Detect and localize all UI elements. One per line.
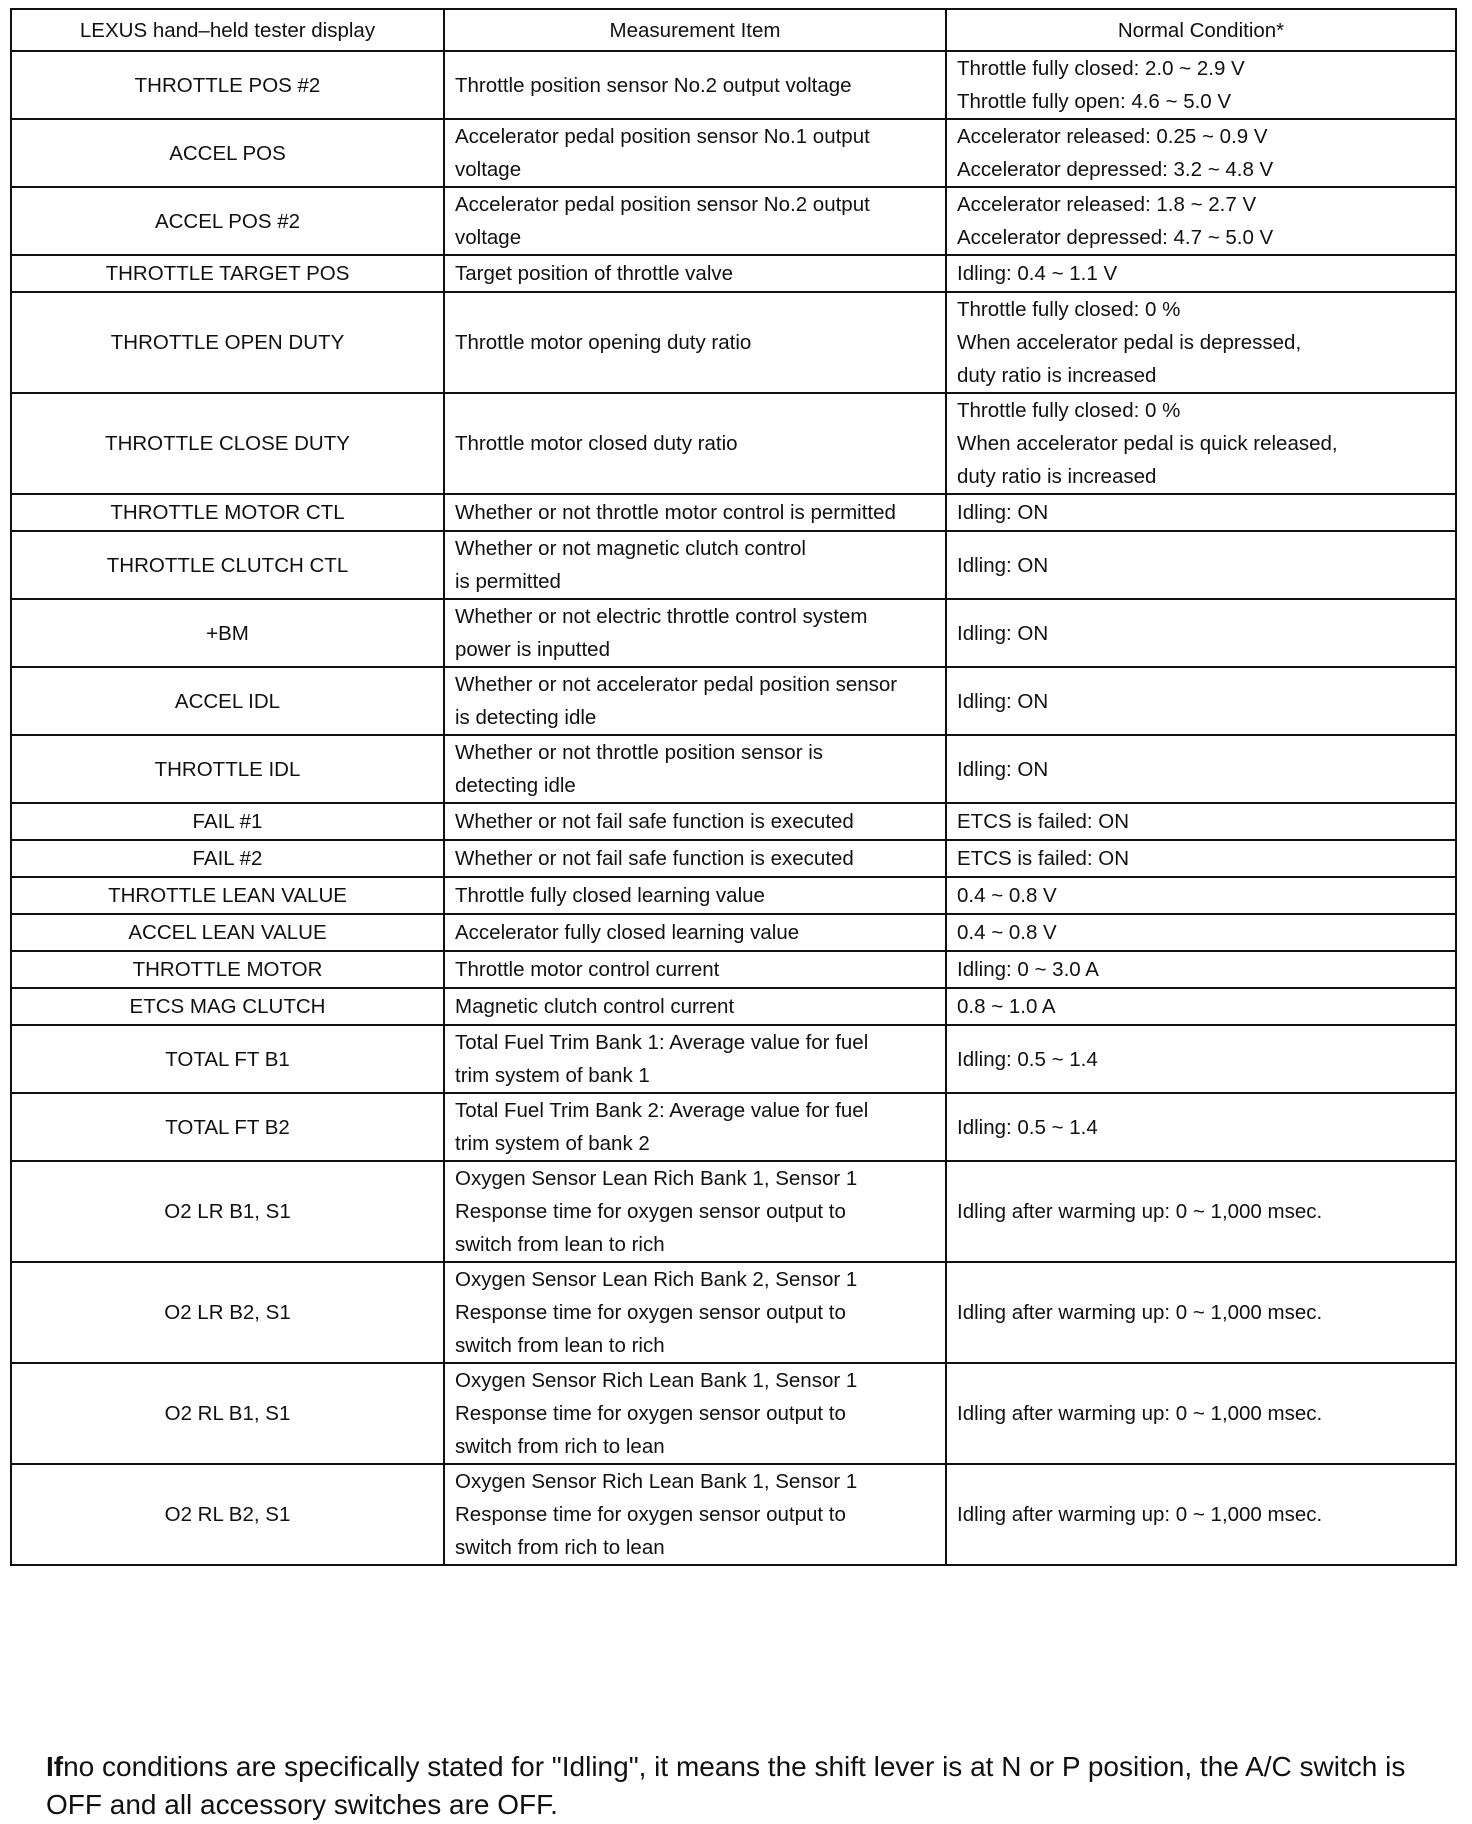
cell-measurement-item (444, 599, 946, 667)
normal-condition-line: ETCS is failed: ON (957, 810, 1130, 833)
cell-tester-display: FAIL #1 (11, 803, 444, 840)
measurement-item-line: Target position of throttle valve (455, 262, 734, 285)
cell-tester-display: THROTTLE CLOSE DUTY (11, 393, 444, 494)
footnote-lead: If (46, 1751, 64, 1782)
cell-tester-display: O2 RL B2, S1 (11, 1464, 444, 1565)
cell-normal-condition (946, 119, 1456, 187)
cell-tester-display: +BM (11, 599, 444, 667)
normal-condition-line: When accelerator pedal is quick released, (957, 432, 1338, 455)
cell-normal-condition (946, 1093, 1456, 1161)
cell-normal-condition (946, 531, 1456, 599)
measurement-item-line: Whether or not accelerator pedal position sensor (455, 673, 898, 696)
cell-measurement-item (444, 187, 946, 255)
cell-tester-display: THROTTLE POS #2 (11, 51, 444, 119)
normal-condition-line: Idling after warming up: 0 ~ 1,000 msec. (957, 1301, 1323, 1324)
table-row (11, 51, 1456, 119)
normal-condition-line: Idling after warming up: 0 ~ 1,000 msec. (957, 1503, 1323, 1526)
measurement-item-line: voltage (455, 158, 522, 181)
measurement-item-line: Throttle motor opening duty ratio (455, 331, 752, 354)
cell-tester-display: THROTTLE CLUTCH CTL (11, 531, 444, 599)
header-measurement-item: Measurement Item (444, 9, 946, 51)
measurement-item-line: Response time for oxygen sensor output to (455, 1200, 846, 1223)
cell-tester-display: THROTTLE MOTOR (11, 951, 444, 988)
data-list-table (10, 8, 1457, 1566)
measurement-item-line: Whether or not fail safe function is executed (455, 847, 854, 870)
measurement-item-line: Magnetic clutch control current (455, 995, 735, 1018)
normal-condition-line: Throttle fully closed: 2.0 ~ 2.9 V (957, 57, 1245, 80)
footnote-text: no conditions are specifically stated for "Idling", it means the shift lever is at N or P position, the A/C switch is OFF and all accessory switches are OFF. (46, 1751, 1406, 1820)
cell-measurement-item (444, 1262, 946, 1363)
cell-measurement-item (444, 840, 946, 877)
measurement-item-line: detecting idle (455, 774, 576, 797)
measurement-item-line: Throttle position sensor No.2 output voltage (455, 73, 852, 97)
cell-measurement-item (444, 1093, 946, 1161)
measurement-item-line: Whether or not fail safe function is executed (455, 810, 854, 833)
normal-condition-line: Accelerator released: 0.25 ~ 0.9 V (957, 125, 1268, 148)
table-row (11, 840, 1456, 877)
table-row (11, 735, 1456, 803)
measurement-item-line: Response time for oxygen sensor output to (455, 1503, 846, 1526)
measurement-item-line: Response time for oxygen sensor output to (455, 1402, 846, 1425)
normal-condition-line: Idling: 0.4 ~ 1.1 V (957, 262, 1118, 285)
table-row (11, 1363, 1456, 1464)
normal-condition-line: duty ratio is increased (957, 465, 1157, 488)
table-row (11, 1262, 1456, 1363)
cell-tester-display: ACCEL POS (11, 119, 444, 187)
normal-condition-line: 0.4 ~ 0.8 V (957, 921, 1057, 944)
normal-condition-line: Idling: ON (957, 553, 1049, 577)
normal-condition-line: Throttle fully open: 4.6 ~ 5.0 V (957, 90, 1232, 113)
measurement-item-line: voltage (455, 226, 522, 249)
measurement-item-line: Throttle motor closed duty ratio (455, 432, 738, 455)
normal-condition-line: Idling after warming up: 0 ~ 1,000 msec. (957, 1402, 1323, 1425)
cell-measurement-item (444, 914, 946, 951)
cell-measurement-item (444, 667, 946, 735)
cell-tester-display: O2 LR B1, S1 (11, 1161, 444, 1262)
cell-tester-display: ACCEL LEAN VALUE (11, 914, 444, 951)
normal-condition-line: Idling: 0 ~ 3.0 A (957, 958, 1099, 981)
cell-tester-display: TOTAL FT B1 (11, 1025, 444, 1093)
cell-normal-condition (946, 877, 1456, 914)
cell-normal-condition (946, 494, 1456, 531)
measurement-item-line: Accelerator fully closed learning value (455, 921, 800, 944)
cell-normal-condition (946, 951, 1456, 988)
cell-measurement-item (444, 1363, 946, 1464)
measurement-item-line: Accelerator pedal position sensor No.1 output (455, 125, 870, 148)
normal-condition-line: Idling after warming up: 0 ~ 1,000 msec. (957, 1200, 1323, 1223)
normal-condition-line: Accelerator released: 1.8 ~ 2.7 V (957, 193, 1257, 216)
table-row (11, 1161, 1456, 1262)
normal-condition-line: Idling: ON (957, 757, 1049, 781)
measurement-item-line: Oxygen Sensor Rich Lean Bank 1, Sensor 1 (455, 1369, 858, 1392)
cell-measurement-item (444, 1161, 946, 1262)
cell-tester-display: THROTTLE TARGET POS (11, 255, 444, 292)
measurement-item-line: power is inputted (455, 638, 610, 661)
table-header-row (11, 9, 1456, 51)
cell-tester-display: THROTTLE IDL (11, 735, 444, 803)
measurement-item-line: trim system of bank 1 (455, 1064, 650, 1087)
cell-measurement-item (444, 292, 946, 393)
normal-condition-line: Idling: 0.5 ~ 1.4 (957, 1047, 1098, 1071)
measurement-item-line: is permitted (455, 570, 561, 593)
cell-normal-condition (946, 1363, 1456, 1464)
table-row (11, 393, 1456, 494)
cell-normal-condition (946, 735, 1456, 803)
measurement-item-line: Response time for oxygen sensor output to (455, 1301, 846, 1324)
measurement-item-line: Whether or not magnetic clutch control (455, 537, 806, 560)
cell-measurement-item (444, 51, 946, 119)
cell-normal-condition (946, 292, 1456, 393)
table-row (11, 187, 1456, 255)
cell-measurement-item (444, 1025, 946, 1093)
cell-tester-display: O2 LR B2, S1 (11, 1262, 444, 1363)
measurement-item-line: switch from lean to rich (455, 1233, 665, 1256)
cell-measurement-item (444, 531, 946, 599)
normal-condition-line: 0.4 ~ 0.8 V (957, 884, 1057, 907)
normal-condition-line: Idling: 0.5 ~ 1.4 (957, 1115, 1098, 1139)
normal-condition-line: When accelerator pedal is depressed, (957, 331, 1302, 354)
normal-condition-line: ETCS is failed: ON (957, 847, 1130, 870)
cell-normal-condition (946, 1161, 1456, 1262)
measurement-item-line: Throttle motor control current (455, 958, 720, 981)
cell-tester-display: ETCS MAG CLUTCH (11, 988, 444, 1025)
normal-condition-line: Idling: ON (957, 501, 1049, 524)
table-row (11, 877, 1456, 914)
measurement-item-line: trim system of bank 2 (455, 1132, 650, 1155)
cell-normal-condition (946, 255, 1456, 292)
cell-tester-display: THROTTLE OPEN DUTY (11, 292, 444, 393)
cell-normal-condition (946, 914, 1456, 951)
cell-normal-condition (946, 840, 1456, 877)
table-row (11, 599, 1456, 667)
footnote (46, 1748, 1462, 1824)
cell-normal-condition (946, 1262, 1456, 1363)
measurement-item-line: Accelerator pedal position sensor No.2 output (455, 193, 870, 216)
cell-measurement-item (444, 951, 946, 988)
cell-normal-condition (946, 667, 1456, 735)
cell-normal-condition (946, 187, 1456, 255)
cell-tester-display: ACCEL IDL (11, 667, 444, 735)
measurement-item-line: switch from rich to lean (455, 1435, 665, 1458)
normal-condition-line: Accelerator depressed: 4.7 ~ 5.0 V (957, 226, 1274, 249)
cell-tester-display: O2 RL B1, S1 (11, 1363, 444, 1464)
cell-measurement-item (444, 877, 946, 914)
measurement-item-line: Oxygen Sensor Rich Lean Bank 1, Sensor 1 (455, 1470, 858, 1493)
cell-measurement-item (444, 255, 946, 292)
header-tester-display: LEXUS hand–held tester display (11, 9, 444, 51)
cell-normal-condition (946, 393, 1456, 494)
measurement-item-line: Whether or not throttle motor control is permitted (455, 501, 896, 524)
normal-condition-line: Throttle fully closed: 0 % (957, 298, 1181, 321)
cell-measurement-item (444, 988, 946, 1025)
cell-normal-condition (946, 1464, 1456, 1565)
measurement-item-line: Whether or not electric throttle control system (455, 605, 868, 628)
cell-measurement-item (444, 494, 946, 531)
normal-condition-line: Idling: ON (957, 621, 1049, 645)
cell-measurement-item (444, 393, 946, 494)
table-row (11, 119, 1456, 187)
cell-normal-condition (946, 988, 1456, 1025)
header-normal-condition: Normal Condition* (946, 9, 1456, 51)
normal-condition-line: Accelerator depressed: 3.2 ~ 4.8 V (957, 158, 1274, 181)
cell-normal-condition (946, 1025, 1456, 1093)
spec-table-container (10, 8, 1455, 1566)
table-row (11, 1025, 1456, 1093)
cell-normal-condition (946, 803, 1456, 840)
normal-condition-line: Idling: ON (957, 689, 1049, 713)
measurement-item-line: switch from rich to lean (455, 1536, 665, 1559)
table-row (11, 951, 1456, 988)
table-row (11, 803, 1456, 840)
table-row (11, 1464, 1456, 1565)
measurement-item-line: switch from lean to rich (455, 1334, 665, 1357)
cell-tester-display: TOTAL FT B2 (11, 1093, 444, 1161)
measurement-item-line: Total Fuel Trim Bank 1: Average value for fuel (455, 1031, 869, 1054)
cell-tester-display: THROTTLE LEAN VALUE (11, 877, 444, 914)
measurement-item-line: is detecting idle (455, 706, 597, 729)
cell-measurement-item (444, 735, 946, 803)
table-row (11, 1093, 1456, 1161)
table-row (11, 988, 1456, 1025)
cell-normal-condition (946, 599, 1456, 667)
measurement-item-line: Whether or not throttle position sensor is (455, 741, 824, 764)
cell-measurement-item (444, 119, 946, 187)
cell-normal-condition (946, 51, 1456, 119)
cell-tester-display: THROTTLE MOTOR CTL (11, 494, 444, 531)
table-row (11, 292, 1456, 393)
table-row (11, 494, 1456, 531)
table-row (11, 255, 1456, 292)
measurement-item-line: Total Fuel Trim Bank 2: Average value for fuel (455, 1099, 869, 1122)
table-row (11, 914, 1456, 951)
cell-measurement-item (444, 1464, 946, 1565)
cell-measurement-item (444, 803, 946, 840)
measurement-item-line: Oxygen Sensor Lean Rich Bank 2, Sensor 1 (455, 1268, 858, 1291)
measurement-item-line: Throttle fully closed learning value (455, 884, 765, 907)
measurement-item-line: Oxygen Sensor Lean Rich Bank 1, Sensor 1 (455, 1167, 858, 1190)
normal-condition-line: duty ratio is increased (957, 364, 1157, 387)
normal-condition-line: 0.8 ~ 1.0 A (957, 995, 1056, 1018)
table-row (11, 667, 1456, 735)
table-row (11, 531, 1456, 599)
cell-tester-display: ACCEL POS #2 (11, 187, 444, 255)
normal-condition-line: Throttle fully closed: 0 % (957, 399, 1181, 422)
cell-tester-display: FAIL #2 (11, 840, 444, 877)
